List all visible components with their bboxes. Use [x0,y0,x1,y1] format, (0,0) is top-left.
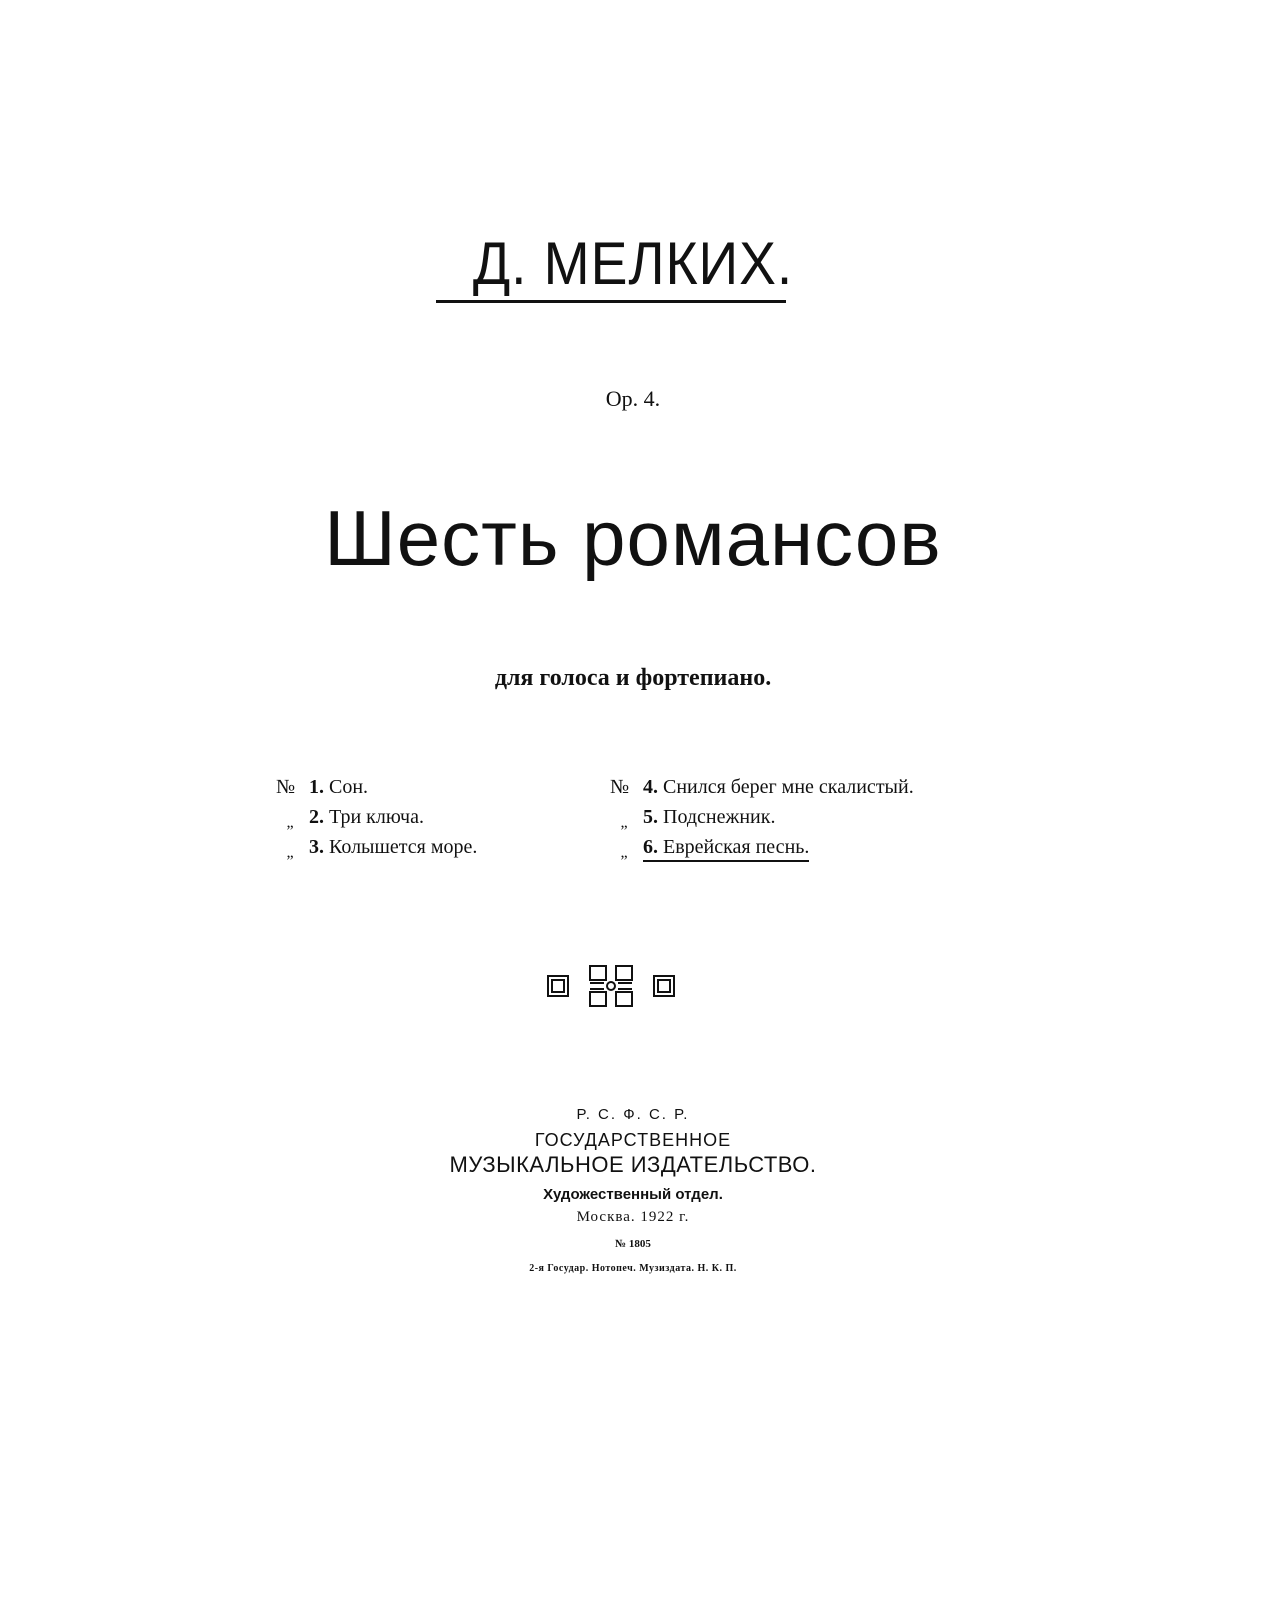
ditto-mark: „ [286,814,294,831]
song-title: Три ключа. [329,806,424,828]
publisher-name: МУЗЫКАЛЬНОЕ ИЗДАТЕЛЬСТВО. [449,1152,817,1177]
song-title: Подснежник. [663,806,776,828]
song-number: 1. [309,776,324,798]
list-item [610,832,914,862]
song-title: Сон. [329,776,369,798]
opus-number: Ор. 4. [605,386,661,411]
list-item [276,772,477,802]
ditto-mark: „ [620,814,628,831]
printer-imprint: 2-я Государ. Нотопеч. Музиздата. Н. К. П. [529,1263,737,1274]
publication-city-year: Москва. 1922 г. [576,1209,690,1225]
ditto-mark: „ [286,844,294,861]
list-item [276,832,477,862]
ditto-mark: „ [620,844,628,861]
publisher-state: ГОСУДАРСТВЕННОЕ [534,1130,732,1150]
work-subtitle: для голоса и фортепиано. [494,665,772,691]
number-sign: № [610,776,630,798]
song-list-left [276,772,477,862]
list-item [610,772,914,802]
song-number: 2. [309,806,324,828]
song-list-right [610,772,914,862]
song-number: 3. [309,836,324,858]
composer-underline [436,300,786,303]
work-title: Шесть романсов [324,494,942,582]
song-number: 5. [643,806,658,828]
plate-number: № 1805 [615,1238,651,1250]
song-title: Снился берег мне скалистый. [663,776,914,798]
ornament-icon [546,964,676,1008]
publisher-country: Р. С. Ф. С. Р. [576,1106,690,1123]
song-title: Колышется море. [329,836,478,858]
list-item [276,802,477,832]
publisher-department: Художественный отдел. [543,1186,723,1203]
song-number: 6. [643,836,658,858]
song-number: 4. [643,776,658,798]
list-item [610,802,914,832]
underlined-entry [643,836,809,862]
composer-name: Д. МЕЛКИХ. [472,230,794,297]
number-sign: № [276,776,296,798]
song-title: Еврейская песнь. [663,836,810,858]
